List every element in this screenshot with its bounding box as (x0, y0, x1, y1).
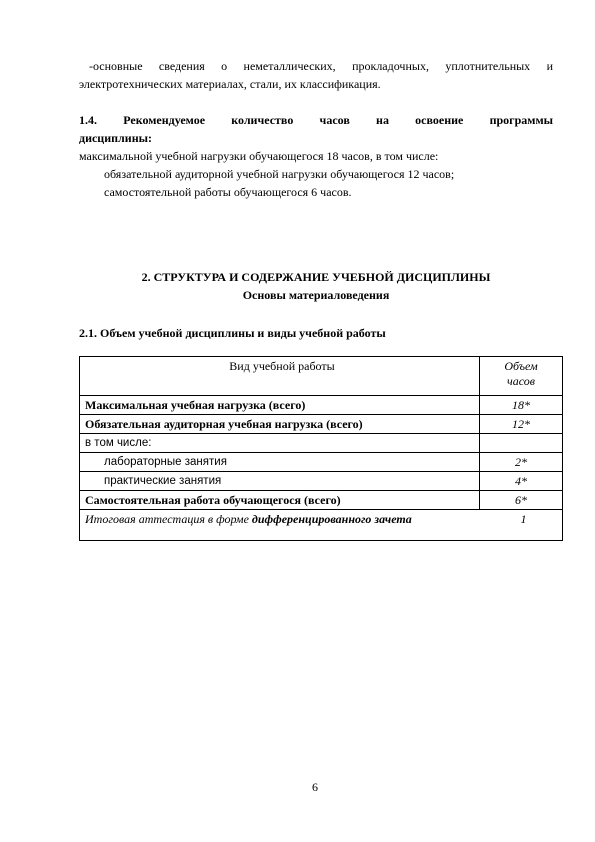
table-row (80, 396, 563, 415)
hours-self-line: самостоятельной работы обучающегося 6 часов. (104, 185, 352, 199)
table-header-row (80, 357, 563, 396)
table-row (80, 415, 563, 434)
column-header-hours: Объем (504, 359, 538, 373)
section-1-4-heading: 1.4. Рекомендуемое количество часов на освоение программы (79, 113, 553, 127)
final-attestation-hours: 1 (520, 512, 527, 526)
column-header-hours-cont: часов (507, 374, 535, 388)
row-label: Максимальная учебная нагрузка (всего) (85, 397, 306, 412)
row-label: в том числе: (85, 437, 152, 449)
row-hours: 12* (512, 416, 530, 431)
table-row (80, 434, 563, 453)
row-label: Обязательная аудиторная учебная нагрузка (всего) (85, 416, 363, 431)
row-label: лабораторные занятия (104, 456, 227, 468)
section-2-title: 2. СТРУКТУРА И СОДЕРЖАНИЕ УЧЕБНОЙ ДИСЦИПЛИНЫ (141, 270, 491, 284)
page-number: 6 (312, 780, 318, 794)
section-2-subtitle: Основы материаловедения (242, 288, 390, 302)
work-hours-table (79, 356, 563, 541)
section-1-4-heading-cont: дисциплины: (79, 131, 152, 145)
row-hours: 4* (515, 473, 527, 488)
row-label: Самостоятельная работа обучающегося (всего) (85, 492, 341, 507)
intro-line-2: электротехнических материалах, стали, их классификация. (79, 77, 381, 91)
intro-line-1: -основные сведения о неметаллических, прокладочных, уплотнительных и (89, 59, 553, 73)
final-attestation-prefix: Итоговая аттестация в форме (85, 512, 252, 526)
table-row (80, 453, 563, 472)
table-row (80, 491, 563, 510)
section-2-1-heading: 2.1. Объем учебной дисциплины и виды учебной работы (79, 326, 386, 340)
table-row (80, 472, 563, 491)
hours-max-line: максимальной учебной нагрузки обучающегося 18 часов, в том числе: (79, 149, 439, 163)
row-hours: 18* (512, 397, 530, 412)
row-hours: 2* (515, 454, 527, 469)
row-hours: 6* (515, 492, 527, 507)
column-header-work: Вид учебной работы (229, 359, 335, 373)
row-label: практические занятия (104, 475, 222, 487)
final-attestation-form: дифференцированного зачета (251, 512, 412, 526)
hours-mandatory-line: обязательной аудиторной учебной нагрузки обучающегося 12 часов; (104, 167, 455, 181)
final-attestation-row (80, 510, 563, 541)
